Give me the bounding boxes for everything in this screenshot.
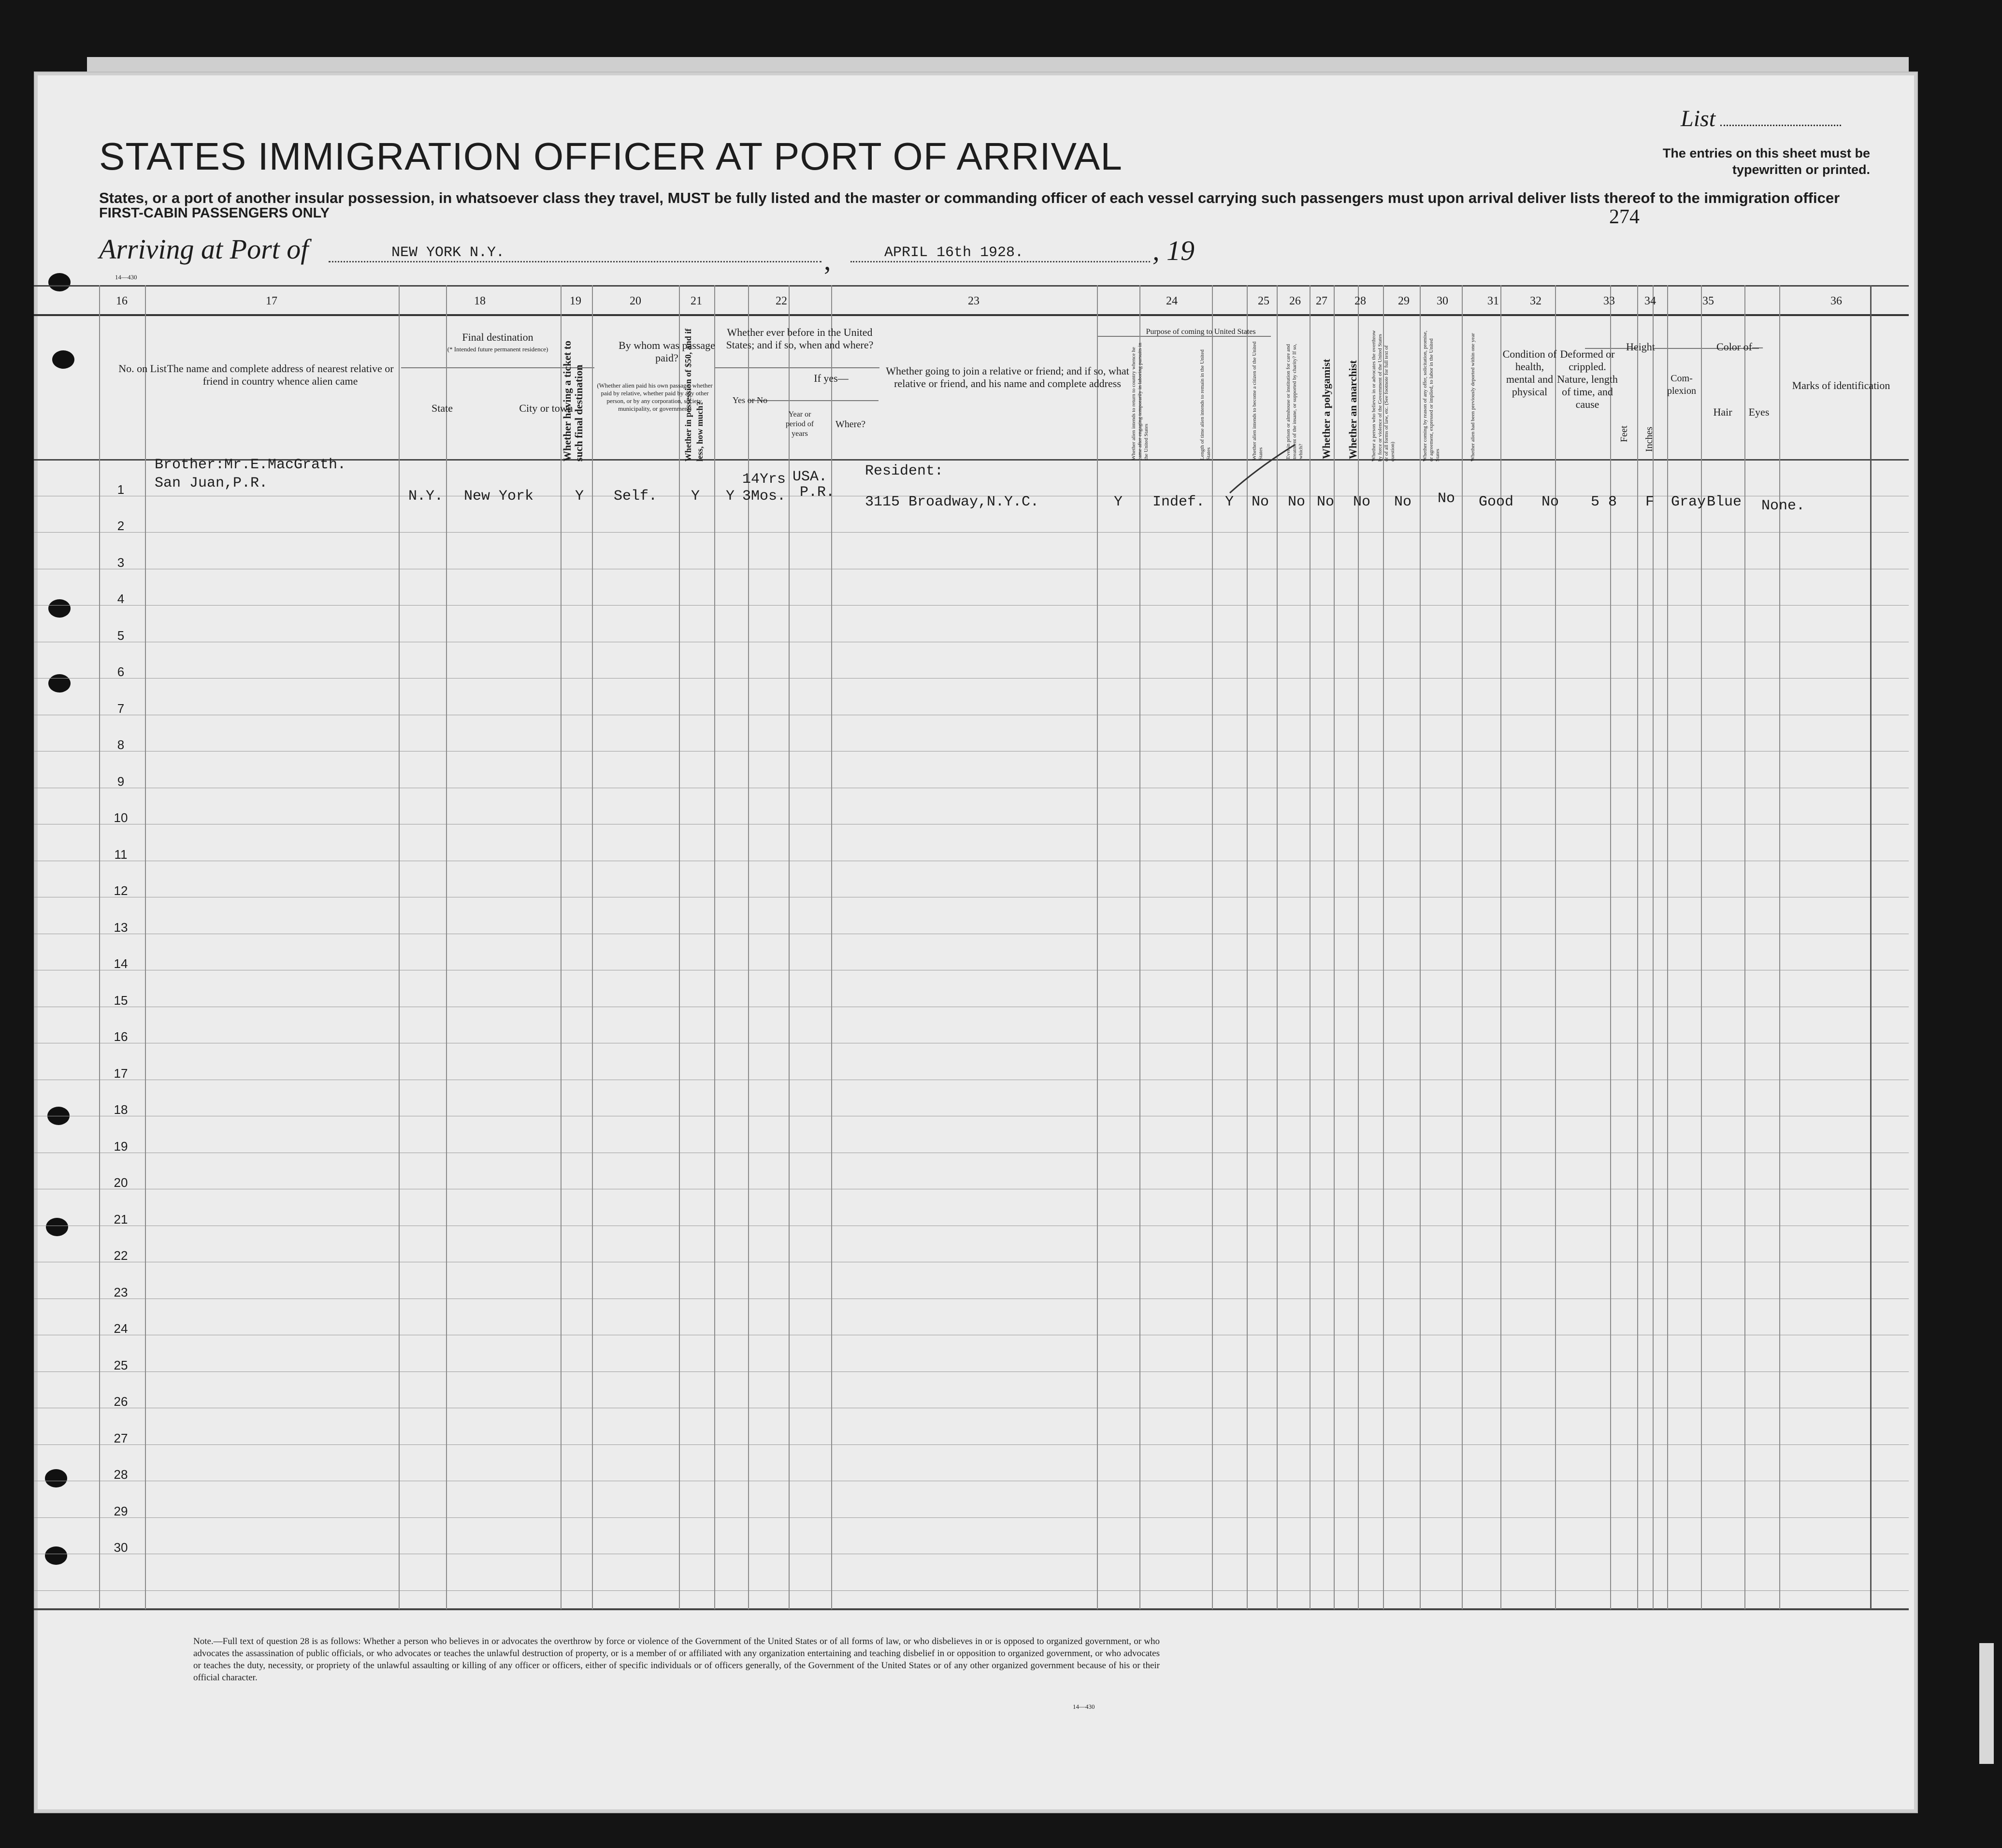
grid-column-line — [1383, 285, 1384, 1609]
where-line2: P.R. — [800, 484, 835, 501]
grid-column-line — [1779, 285, 1780, 1609]
header-col25: Ever in prison or almshouse or institution for care and treatment of the insane, or supported by charity? If so, which? — [1285, 344, 1304, 459]
column-number: 35 — [1702, 295, 1714, 307]
row-number: 26 — [114, 1394, 128, 1409]
grid-column-line — [399, 285, 400, 1609]
header-hair: Hair — [1713, 406, 1732, 418]
column-number: 29 — [1398, 295, 1410, 307]
grid-column-line — [1555, 285, 1556, 1609]
column-number: 36 — [1830, 295, 1842, 307]
grid-rule — [715, 367, 879, 368]
grid-column-line — [1667, 285, 1668, 1609]
column-number: 19 — [570, 295, 581, 307]
row-number: 13 — [114, 920, 128, 935]
period-months: 3Mos. — [742, 488, 786, 505]
col25-value: No — [1252, 494, 1269, 510]
grid-column-line — [1358, 285, 1359, 1609]
row-number: 29 — [114, 1503, 128, 1518]
health-value: Good — [1479, 494, 1514, 510]
row-number: 7 — [117, 701, 125, 716]
row-number: 10 — [114, 810, 128, 825]
destination-city: New York — [464, 488, 534, 505]
purpose-length-value: Indef. — [1152, 494, 1205, 510]
grid-column-line — [145, 285, 146, 1609]
header-where: Where? — [835, 419, 866, 430]
header-purpose-c: Whether alien intends to become a citizen of the United States — [1252, 341, 1264, 460]
relative-name: Brother:Mr.E.MacGrath. — [155, 457, 346, 473]
col30-value: No — [1438, 491, 1455, 507]
polygamist-value: No — [1288, 494, 1306, 510]
column-number: 25 — [1258, 295, 1269, 307]
grid-column-line — [1744, 285, 1745, 1609]
header-complexion: Com- plexion — [1667, 373, 1696, 396]
joining-line2: 3115 Broadway,N.Y.C. — [865, 494, 1039, 510]
grid-column-line — [1462, 285, 1463, 1609]
header-height: Height — [1626, 341, 1655, 353]
column-number: 26 — [1289, 295, 1301, 307]
header-color-of: Color of— — [1716, 341, 1763, 353]
header-possession-50: Whether in possession of $50, and if less, how much? — [683, 328, 705, 462]
row-number: 3 — [117, 555, 125, 570]
adjacent-sheet-edge — [1979, 1643, 1994, 1764]
header-deformed: Deformed or crippled. Nature, length of time, and cause — [1557, 348, 1618, 410]
row-number: 27 — [114, 1430, 128, 1445]
col28-value: No — [1353, 494, 1371, 510]
header-col28: Whether a person who believes in or advocates the overthrow by force or violence of the Government of the United States or of all forms of law, etc. (See footnote for full text of question) — [1371, 330, 1396, 462]
row-number: 15 — [114, 993, 128, 1008]
column-number: 33 — [1603, 295, 1615, 307]
marks-value: None. — [1761, 498, 1805, 514]
sheet-number: 274 — [1609, 206, 1640, 228]
row-number: 23 — [114, 1285, 128, 1299]
grid-column-line — [831, 285, 832, 1609]
row-number: 18 — [114, 1102, 128, 1117]
date-underline — [850, 261, 1150, 262]
page-title: STATES IMMIGRATION OFFICER AT PORT OF ARRIVAL — [99, 135, 1123, 178]
header-ticket: Whether having a ticket to such final destination — [561, 340, 585, 462]
grid-column-line — [1701, 285, 1702, 1609]
row-number: 14 — [114, 956, 128, 971]
header-health: Condition of health, mental and physical — [1502, 348, 1557, 398]
header-year-period: Year or period of years — [785, 410, 814, 438]
column-number: 16 — [116, 295, 128, 307]
header-purpose: Purpose of coming to United States — [1146, 328, 1256, 336]
row-number: 20 — [114, 1175, 128, 1190]
list-label: List — [1681, 106, 1716, 131]
column-number: 24 — [1166, 295, 1178, 307]
grid-column-line — [1420, 285, 1421, 1609]
header-if-yes: If yes— — [814, 372, 849, 384]
first-cabin-label: FIRST-CABIN PASSENGERS ONLY — [99, 205, 330, 221]
header-col29: Whether coming by reason of any offer, solicitation, promise, or agreement, expressed or implied, to labor in the United States — [1422, 331, 1440, 462]
column-number: 22 — [776, 295, 787, 307]
purpose-citizen-value: Y — [1225, 494, 1234, 510]
port-comma: , — [824, 245, 831, 276]
row-number: 21 — [114, 1212, 128, 1227]
manifest-table — [34, 285, 1909, 1609]
grid-column-line — [1637, 285, 1638, 1609]
form-number: 14—430 — [115, 274, 137, 281]
pencil-mark — [1227, 440, 1300, 498]
hair-value: Gray — [1671, 494, 1706, 510]
possession-value: Y — [691, 488, 700, 505]
grid-rule — [34, 678, 1909, 679]
feet-value: 5 — [1591, 494, 1600, 510]
header-final-destination: Final destination — [462, 331, 533, 343]
grid-column-line — [1139, 285, 1140, 1609]
column-number: 28 — [1354, 295, 1366, 307]
footnote: Note.—Full text of question 28 is as follows: Whether a person who believes in or advocates the overthrow by force or violence of the Government of the United States or of all forms of law, or who disbelieves in or is opposed to organized government, or who advocates the assassination of public officials, or who advocates or teaches the unlawful destruction of property, or is a member of or affiliated with any organization entertaining and teaching disbelief in or opposition to organized government, or who advocates or teaches the duty, necessity, or propriety of the unlawful assaulting or killing of any officer or officers, either of specific individuals or of officers generally, of the Government of the United States or of any other organized government because of his or their official character. — [193, 1636, 1160, 1683]
column-number: 21 — [691, 295, 702, 307]
column-number: 23 — [968, 295, 979, 307]
column-number: 17 — [266, 295, 277, 307]
header-purpose-b: Length of time alien intends to remain in the United States — [1199, 349, 1211, 460]
header-final-destination-note: (* Intended future permanent residence) — [447, 346, 548, 353]
row-number: 1 — [117, 482, 125, 497]
column-number: 31 — [1487, 295, 1499, 307]
list-number-line — [1720, 125, 1841, 126]
header-yes-or-no: Yes or No — [732, 395, 768, 405]
arriving-label: Arriving at Port of — [99, 233, 309, 265]
before-yes-value: Y — [726, 488, 735, 505]
header-city: City or town — [519, 402, 573, 414]
header-feet: Feet — [1619, 425, 1629, 442]
grid-rule — [34, 314, 1909, 316]
deformed-value: No — [1541, 494, 1559, 510]
header-marks: Marks of identification — [1792, 379, 1890, 391]
row-number: 19 — [114, 1139, 128, 1154]
instructions-text: States, or a port of another insular possession, in whatsoever class they travel, MUST be fully listed and the master or commanding officer of each vessel carrying such passengers must upon arrival deliver lists thereof to the immigration officer — [99, 189, 1840, 206]
row-number: 24 — [114, 1321, 128, 1336]
row-number: 25 — [114, 1357, 128, 1372]
grid-rule — [34, 1517, 1909, 1518]
passage-value: Self. — [614, 488, 658, 505]
port-underline — [329, 261, 821, 262]
grid-rule — [34, 1590, 1909, 1591]
column-number: 20 — [630, 295, 641, 307]
row-number: 9 — [117, 774, 125, 789]
header-purpose-a: Whether alien intends to return to country whence he came after engaging temporarily in laboring pursuits in the United States — [1131, 343, 1149, 460]
grid-column-line — [592, 285, 593, 1609]
row-number: 2 — [117, 519, 125, 534]
column-number: 18 — [474, 295, 486, 307]
purpose-return-value: Y — [1114, 494, 1123, 510]
column-number: 32 — [1530, 295, 1541, 307]
grid-column-line — [1097, 285, 1098, 1609]
header-ever-before: Whether ever before in the United States; and if so, when and where? — [726, 326, 874, 351]
relative-address: San Juan,P.R. — [155, 475, 268, 491]
header-state: State — [432, 402, 453, 414]
header-joining: Whether going to join a relative or friend; and if so, what relative or friend, and his name and complete address — [886, 365, 1129, 390]
header-inches: Inches — [1644, 426, 1655, 452]
row-number: 4 — [117, 592, 125, 606]
header-passage-note: (Whether alien paid his own passage, whether paid by relative, whether paid by any other person, or by any corporation, society, municipality, or government) — [597, 382, 713, 412]
row-number: 17 — [114, 1066, 128, 1081]
eyes-value: Blue — [1707, 494, 1742, 510]
grid-rule — [34, 532, 1909, 533]
header-eyes: Eyes — [1748, 406, 1770, 418]
destination-state: N.Y. — [408, 488, 444, 505]
row-number: 8 — [117, 737, 125, 752]
grid-column-line — [789, 285, 790, 1609]
grid-rule — [34, 1444, 1909, 1445]
grid-column-line — [446, 285, 447, 1609]
header-nearest-relative: The name and complete address of nearest relative or friend in country whence alien came — [167, 362, 394, 387]
joining-line1: Resident: — [865, 463, 944, 479]
header-no-on-list: No. on List — [118, 362, 167, 375]
where-line1: USA. — [792, 469, 828, 485]
grid-column-line — [1870, 285, 1872, 1609]
row-number: 28 — [114, 1467, 128, 1482]
row-number: 11 — [114, 847, 128, 862]
grid-column-line — [714, 285, 715, 1609]
row-number: 6 — [117, 664, 125, 679]
row-number: 22 — [114, 1248, 128, 1263]
anarchist-value: No — [1317, 494, 1335, 510]
grid-column-line — [1334, 285, 1335, 1609]
header-polygamist: Whether a polygamist — [1320, 359, 1332, 459]
inches-value: 8 — [1608, 494, 1617, 510]
entries-note: The entries on this sheet must be typewritten or printed. — [1662, 146, 1870, 177]
header-anarchist: Whether an anarchist — [1347, 360, 1359, 459]
complexion-value: F — [1645, 494, 1655, 510]
arrival-date: APRIL 16th 1928. — [884, 245, 1024, 261]
grid-column-line — [1653, 285, 1654, 1609]
grid-column-line — [679, 285, 680, 1609]
grid-column-line — [1610, 285, 1611, 1609]
column-number: 34 — [1644, 295, 1656, 307]
row-number: 12 — [114, 883, 128, 898]
grid-rule — [34, 285, 1909, 287]
grid-column-line — [1310, 285, 1311, 1609]
row-number: 16 — [114, 1029, 128, 1044]
year-prefix: , 19 — [1152, 235, 1195, 266]
ticket-value: Y — [575, 488, 584, 505]
col29-value: No — [1394, 494, 1412, 510]
period-years: 14Yrs — [742, 471, 786, 488]
grid-column-line — [1500, 285, 1501, 1609]
grid-rule — [34, 605, 1909, 606]
port-value: NEW YORK N.Y. — [391, 245, 505, 261]
column-number: 27 — [1316, 295, 1327, 307]
grid-rule — [34, 1608, 1909, 1610]
header-col30: Whether alien had been previously deported within one year — [1470, 333, 1476, 462]
column-number: 30 — [1437, 295, 1448, 307]
grid-column-line — [1212, 285, 1213, 1609]
header-passage-paid: By whom was passage paid? — [619, 339, 715, 364]
footnote-form-number: 14—430 — [1073, 1703, 1095, 1710]
row-number: 5 — [117, 628, 125, 643]
grid-column-line — [561, 285, 562, 1609]
row-number: 30 — [114, 1540, 128, 1555]
